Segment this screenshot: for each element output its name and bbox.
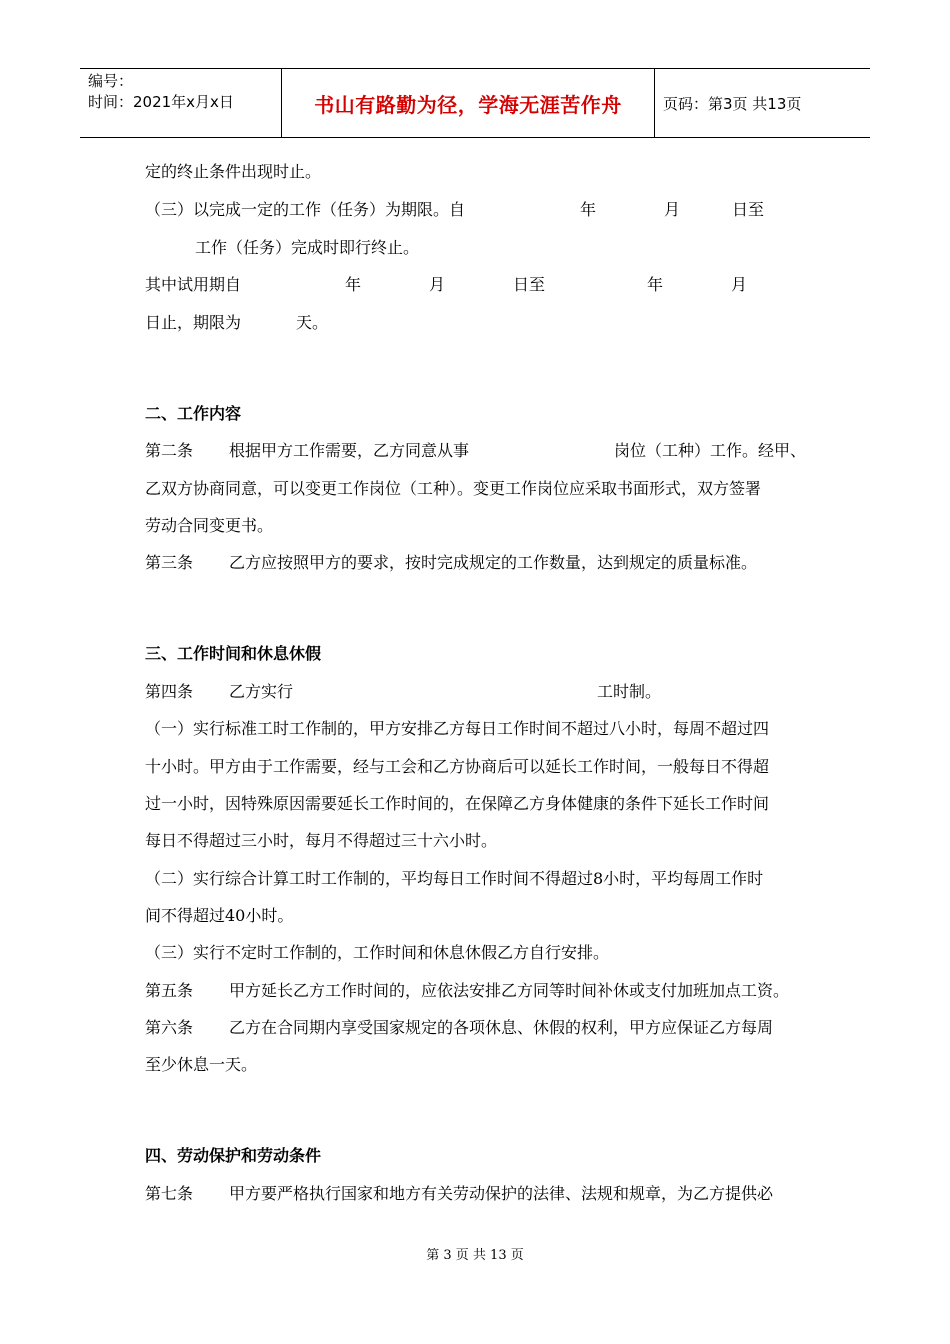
article-label: 第七条 [145, 1184, 194, 1203]
text-line: 十小时。甲方由于工作需要，经与工会和乙方协商后可以延长工作时间，一般每日不得超 [145, 757, 770, 776]
article-label: 第五条 [145, 981, 194, 1000]
header-motto-cell [281, 69, 655, 137]
article-text: 工时制。 [597, 682, 662, 701]
text-line: 过一小时，因特殊原因需要延长工作时间的，在保障乙方身体健康的条件下延长工作时间 [145, 794, 770, 813]
text-line: 至少休息一天。 [145, 1055, 258, 1074]
number-label: 编号： [88, 72, 134, 90]
article-text: 乙方实行 [229, 682, 294, 701]
page-footer: 第 3 页 共 13 页 [426, 1248, 524, 1263]
page-info: 页码：第3页 共13页 [663, 94, 802, 113]
article-label: 第四条 [145, 682, 194, 701]
text-line: 间不得超过40小时。 [145, 906, 294, 925]
header-meta [80, 69, 281, 137]
days-label: 天。 [296, 313, 329, 332]
text-line: （二）实行综合计算工时工作制的，平均每日工作时间不得超过8小时，平均每周工作时 [145, 869, 764, 888]
year-label: 年 [647, 275, 664, 294]
header-page-info [655, 69, 870, 137]
article-text: 根据甲方工作需要，乙方同意从事 [229, 441, 470, 460]
text-line: （三）以完成一定的工作（任务）为期限。自 [145, 200, 466, 219]
section-title: 二、工作内容 [145, 404, 242, 423]
article-text: 乙方在合同期内享受国家规定的各项休息、休假的权利，甲方应保证乙方每周 [229, 1018, 774, 1037]
year-label: 年 [345, 275, 362, 294]
month-label: 月 [429, 275, 446, 294]
month-label: 月 [664, 200, 681, 219]
text-line: 定的终止条件出现时止。 [145, 162, 322, 181]
text-line: （三）实行不定时工作制的，工作时间和休息休假乙方自行安排。 [145, 943, 610, 962]
article-label: 第六条 [145, 1018, 194, 1037]
year-label: 年 [580, 200, 597, 219]
article-text: 甲方要严格执行国家和地方有关劳动保护的法律、法规和规章，为乙方提供必 [229, 1184, 774, 1203]
day-to-label: 日至 [732, 200, 765, 219]
text-line: 其中试用期自 [145, 275, 242, 294]
section-title: 四、劳动保护和劳动条件 [145, 1146, 322, 1165]
text-line: 乙双方协商同意，可以变更工作岗位（工种）。变更工作岗位应采取书面形式，双方签署 [145, 479, 762, 498]
text-line: （一）实行标准工时工作制的，甲方安排乙方每日工作时间不超过八小时，每周不超过四 [145, 719, 770, 738]
section-title: 三、工作时间和休息休假 [145, 644, 322, 663]
article-label: 第二条 [145, 441, 194, 460]
time-label: 时间：2021年x月x日 [88, 93, 234, 111]
page-header [80, 68, 870, 138]
article-label: 第三条 [145, 553, 194, 572]
text-line: 劳动合同变更书。 [145, 516, 274, 535]
article-text: 岗位（工种）工作。经甲、 [614, 441, 807, 460]
text-line: 每日不得超过三小时，每月不得超过三十六小时。 [145, 831, 498, 850]
day-to-label: 日至 [513, 275, 546, 294]
text-line: 工作（任务）完成时即行终止。 [195, 238, 420, 257]
article-text: 乙方应按照甲方的要求，按时完成规定的工作数量，达到规定的质量标准。 [229, 553, 758, 572]
text-line: 日止，期限为 [145, 313, 242, 332]
article-text: 甲方延长乙方工作时间的，应依法安排乙方同等时间补休或支付加班加点工资。 [229, 981, 790, 1000]
motto: 书山有路勤为径，学海无涯苦作舟 [314, 92, 622, 117]
month-label: 月 [731, 275, 748, 294]
